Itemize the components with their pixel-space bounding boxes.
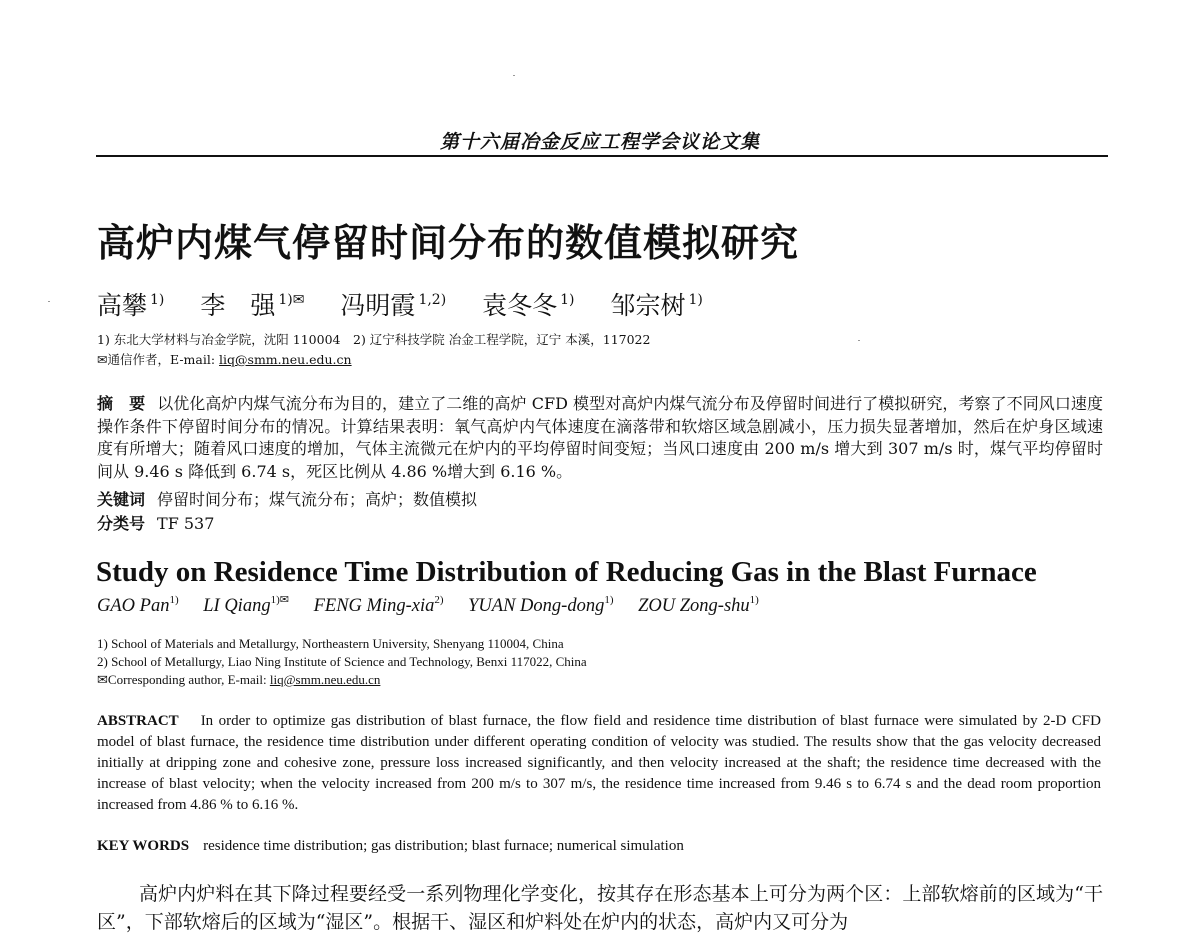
affiliation-en-2: 2) School of Metallurgy, Liao Ning Institute of Science and Technology, Benxi 117022, China — [97, 654, 587, 669]
abstract-zh — [97, 393, 1103, 483]
keywords-en — [97, 838, 684, 855]
author-zh-1: 高攀 $^{1)}$ — [97, 291, 165, 320]
scan-speck — [48, 301, 50, 302]
contact-en: ✉Corresponding author, E-mail: liq@smm.neu.edu.cn — [97, 672, 381, 687]
title-zh: 高炉内煤气停留时间分布的数值模拟研究 — [97, 221, 800, 265]
running-header: 第十六届冶金反应工程学会议论文集 — [439, 131, 760, 153]
header-rule — [96, 155, 1108, 157]
abstract-en — [97, 711, 1101, 816]
abstract-en-text: In order to optimize gas distribution of blast furnace, the flow field and residence time distribution of blast furnace were simulated by 2-D CFD model of blast furnace, the residence time distribution under different operating condition of velocity was studied. The results show that the gas velocity decreased initially at dripping zone and cohesive zone, pressure loss increased significantly, and then velocity increased at the shaft; the residence time decreased with the increase of blast velocity; when the velocity increased from 200 m/s to 307 m/s, the residence time increased from 9.46 s to 6.74 s and the dead room proportion increased from 4.86 % to 6.16 %. — [97, 713, 1101, 813]
author-en-1: GAO Pan$^{1)}$ — [97, 594, 179, 616]
keywords-en-label: KEY WORDS — [97, 838, 190, 854]
keywords-zh — [97, 487, 477, 510]
author-zh-3: 冯明霞 $^{1,2)}$ — [340, 291, 447, 320]
contact-zh: ✉通信作者，E-mail: liq@smm.neu.edu.cn — [97, 352, 352, 367]
author-en-4: YUAN Dong-dong$^{1)}$ — [468, 594, 614, 616]
affiliation-en-1: 1) School of Materials and Metallurgy, Northeastern University, Shenyang 110004, China — [97, 636, 564, 651]
authors-en — [97, 593, 779, 617]
author-zh-5: 邹宗树 $^{1)}$ — [610, 291, 703, 320]
abstract-en-label: ABSTRACT — [97, 713, 179, 729]
email-link-zh[interactable]: liq@smm.neu.edu.cn — [219, 352, 352, 367]
affiliations-zh: 1) 东北大学材料与冶金学院，沈阳 110004 2) 辽宁科技学院 冶金工程学院，辽宁 本溪，117022 — [97, 332, 651, 347]
email-link-en[interactable]: liq@smm.neu.edu.cn — [269, 672, 381, 687]
classification-zh — [97, 511, 214, 534]
abstract-zh-label: 摘 要 — [97, 394, 146, 413]
classification-zh-label: 分类号 — [97, 514, 146, 533]
keywords-en-text: residence time distribution; gas distribution; blast furnace; numerical simulation — [203, 838, 684, 854]
title-en: Study on Residence Time Distribution of Reducing Gas in the Blast Furnace — [96, 556, 1037, 588]
keywords-zh-label: 关键词 — [97, 490, 146, 509]
author-zh-4: 袁冬冬 $^{1)}$ — [482, 291, 575, 320]
scan-speck — [513, 75, 515, 76]
author-en-5: ZOU Zong-shu$^{1)}$ — [638, 594, 759, 616]
body-paragraph: 高炉内炉料在其下降过程要经受一系列物理化学变化，按其存在形态基本上可分为两个区：上部软熔前的区域为“干区”，下部软熔后的区域为“湿区”。根据干、湿区和炉料处在炉内的状态，高炉内又可分为 — [97, 883, 1103, 933]
abstract-zh-text: 以优化高炉内煤气流分布为目的，建立了二维的高炉 CFD 模型对高炉内煤气流分布及停留时间进行了模拟研究，考察了不同风口速度操作条件下停留时间分布的情况。计算结果表明：氧气高炉内气体速度在滴落带和软熔区域急剧减小，压力损失显著增加，然后在炉身区域速度有所增大；随着风口速度的增加，气体主流微元在炉内的平均停留时间变短；当风口速度由 200 m/s 增大到 307 m/s 时，煤气平均停留时间从 9.46 s 降低到 6.74 s，死区比例从 4.86 %增大到 6.16 %。 — [97, 394, 1103, 481]
classification-zh-text: TF 537 — [157, 514, 215, 533]
author-en-3: FENG Ming-xia$^{2)}$ — [313, 594, 444, 616]
authors-zh — [97, 286, 731, 322]
author-en-2: LI Qiang$^{1)✉}$ — [203, 594, 289, 616]
author-zh-2: 李 强 $^{1)✉}$ — [200, 291, 305, 320]
scan-speck — [858, 340, 860, 341]
keywords-zh-text: 停留时间分布；煤气流分布；高炉；数值模拟 — [157, 490, 478, 509]
